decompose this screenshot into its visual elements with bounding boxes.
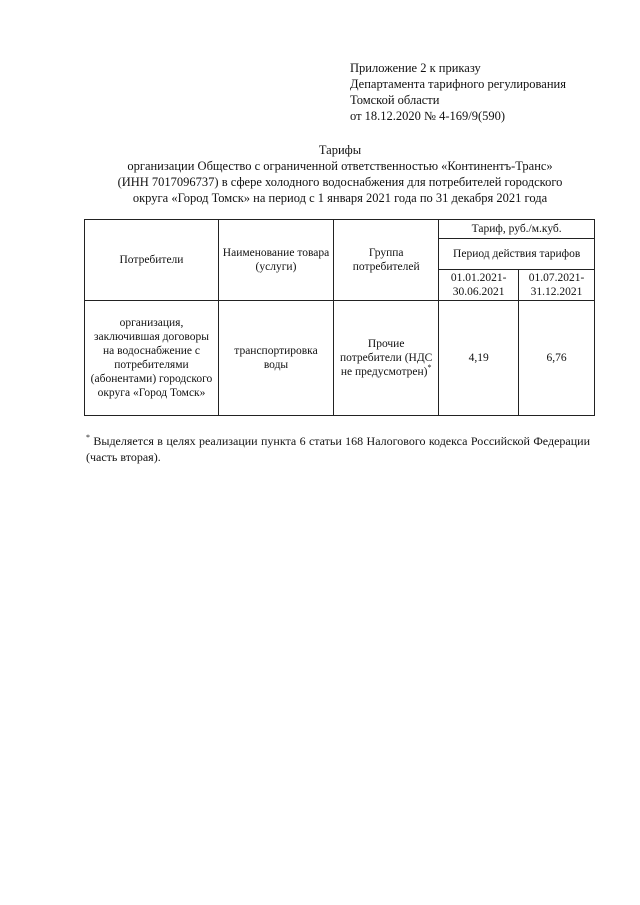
- appendix-line-4: от 18.12.2020 № 4-169/9(590): [350, 109, 506, 123]
- tariff-table: [84, 219, 595, 416]
- footnote-mark: *: [86, 433, 90, 442]
- cell-group: [334, 301, 439, 416]
- header-tariff: Тариф, руб./м.куб.: [439, 220, 595, 239]
- cell-tariff-1: 4,19: [439, 301, 519, 416]
- title-heading: Тарифы: [318, 143, 362, 157]
- appendix-line-2: Департамента тарифного регулирования: [350, 77, 566, 91]
- document-title: [60, 142, 620, 206]
- table-header-row: [85, 220, 595, 239]
- appendix-line-3: Томской области: [350, 93, 440, 107]
- cell-group-text: Прочие потребители (НДС не предусмотрен): [340, 338, 433, 378]
- cell-tariff-2: 6,76: [519, 301, 595, 416]
- appendix-header: [350, 60, 620, 124]
- title-line-3: округа «Город Томск» на период с 1 января 2021 года по 31 декабря 2021 года: [132, 191, 548, 205]
- cell-service: транспортировка воды: [218, 301, 333, 416]
- header-period-1: 01.01.2021-30.06.2021: [439, 270, 519, 301]
- footnote: [86, 433, 590, 465]
- header-period: Период действия тарифов: [439, 239, 595, 270]
- cell-group-footnote-mark: *: [427, 363, 432, 373]
- header-consumers: Потребители: [85, 220, 219, 301]
- title-line-2: (ИНН 7017096737) в сфере холодного водоснабжения для потребителей городского: [117, 175, 563, 189]
- header-service: Наименование товара (услуги): [218, 220, 333, 301]
- header-group: Группа потребителей: [334, 220, 439, 301]
- cell-consumer: организация, заключившая договоры на водоснабжение с потребителями (абонентами) городского округа «Город Томск»: [85, 301, 219, 416]
- footnote-text: Выделяется в целях реализации пункта 6 статьи 168 Налогового кодекса Российской Федерации (часть вторая).: [86, 434, 591, 464]
- table-row: [85, 301, 595, 416]
- header-period-2: 01.07.2021-31.12.2021: [519, 270, 595, 301]
- title-line-1: организации Общество с ограниченной ответственностью «Континентъ-Транс»: [127, 159, 553, 173]
- appendix-line-1: Приложение 2 к приказу: [350, 61, 481, 75]
